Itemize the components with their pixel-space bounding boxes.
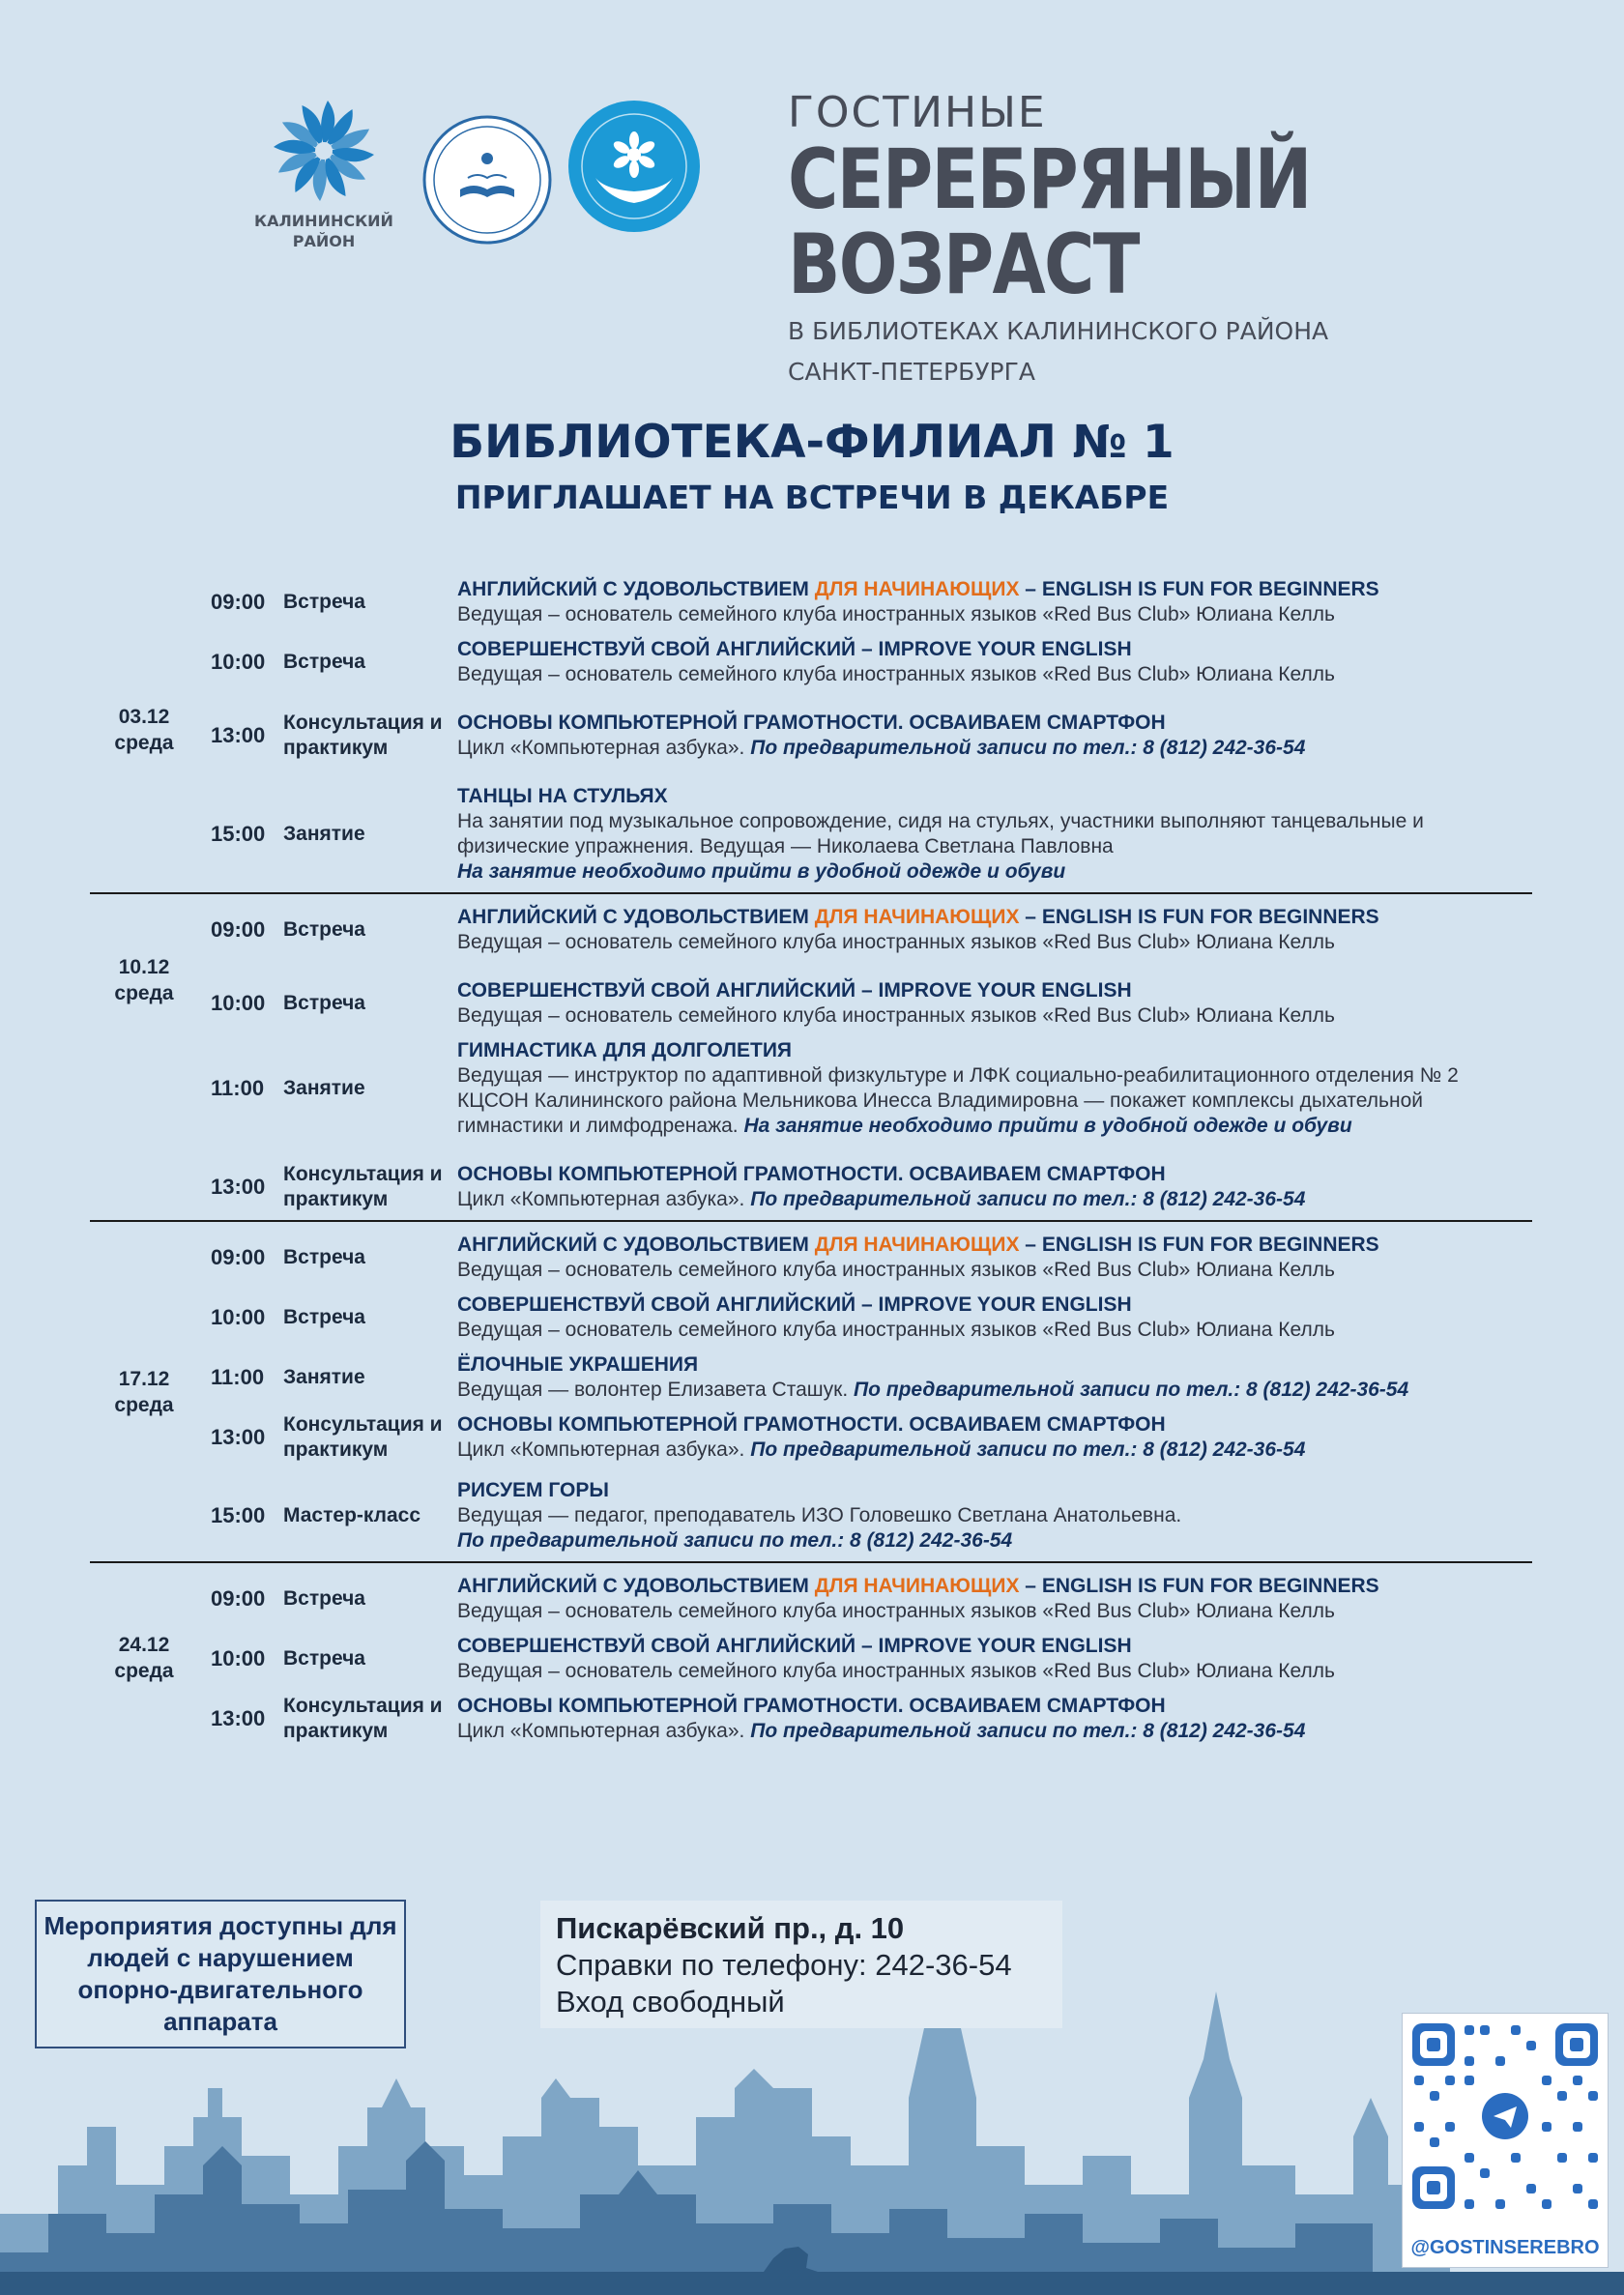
day-date: 24.12 [118, 1633, 170, 1656]
event-title: РИСУЕМ ГОРЫ [457, 1479, 609, 1501]
event-description-text: Ведущая — волонтер Елизавета Сташук. [457, 1379, 854, 1401]
event-description: Ведущая – основатель семейного клуба иностранных языков «Red Bus Club» Юлиана Келль [457, 603, 1335, 625]
event-title: ТАНЦЫ НА СТУЛЬЯХ [457, 785, 668, 807]
page-title: БИБЛИОТЕКА-ФИЛИАЛ № 1 [450, 416, 1174, 469]
event-description [457, 1378, 1532, 1403]
event-details [457, 973, 1532, 1033]
event-row [90, 1473, 1532, 1558]
library-system-seal-icon [421, 114, 553, 246]
event-description [457, 1438, 1532, 1463]
event-row [90, 900, 1532, 960]
event-title: СОВЕРШЕНСТВУЙ СВОЙ АНГЛИЙСКИЙ – IMPROVE YOUR ENGLISH [457, 979, 1132, 1002]
event-description-text: Цикл «Компьютерная азбука». [457, 1720, 751, 1742]
event-title-highlight: ДЛЯ НАЧИНАЮЩИХ [814, 906, 1020, 928]
kalininsky-district-logo [253, 97, 394, 251]
event-note: По предварительной записи по тел.: 8 (812) 242-36-54 [750, 1720, 1306, 1742]
event-description: Ведущая – основатель семейного клуба иностранных языков «Red Bus Club» Юлиана Келль [457, 1319, 1335, 1341]
day-label [90, 1222, 198, 1561]
event-description [457, 1187, 1532, 1212]
event-title: ГИМНАСТИКА ДЛЯ ДОЛГОЛЕТИЯ [457, 1039, 793, 1061]
event-details [457, 1569, 1532, 1629]
event-time: 10:00 [211, 1305, 266, 1329]
event-row [90, 1348, 1532, 1408]
swirl-emblem-icon [270, 97, 378, 205]
event-type: Встреча [283, 651, 365, 673]
event-type: Встреча [283, 1647, 365, 1670]
event-details [457, 1348, 1532, 1408]
event-description: На занятии под музыкальное сопровождение, сидя на стульях, участники выполняют танцевальные и физические упражнения. Ведущая — Николаева Светлана Павловна [457, 810, 1424, 857]
event-row [90, 1228, 1532, 1288]
day-date: 17.12 [118, 1367, 170, 1390]
event-description: Ведущая – основатель семейного клуба иностранных языков «Red Bus Club» Юлиана Келль [457, 1660, 1335, 1682]
event-time: 13:00 [211, 1175, 266, 1199]
address: Пискарёвский пр., д. 10 [556, 1911, 905, 1945]
event-description: Ведущая — педагог, преподаватель ИЗО Головешко Светлана Анатольевна. [457, 1504, 1182, 1526]
event-time: 11:00 [211, 1365, 265, 1389]
event-description: Ведущая – основатель семейного клуба иностранных языков «Red Bus Club» Юлиана Келль [457, 1600, 1335, 1622]
event-type: Встреча [283, 918, 365, 941]
event-time: 10:00 [211, 650, 266, 674]
event-type: Встреча [283, 591, 365, 613]
event-details [457, 1228, 1532, 1288]
event-note: По предварительной записи по тел.: 8 (812) 242-36-54 [750, 737, 1306, 759]
day-label [90, 1563, 198, 1752]
event-time: 09:00 [211, 917, 266, 942]
event-row [90, 1157, 1532, 1217]
social-service-logo [566, 99, 702, 239]
event-type: Встреча [283, 1587, 365, 1610]
event-details [457, 1408, 1532, 1467]
event-details [457, 572, 1532, 632]
event-row [90, 706, 1532, 766]
day-weekday: среда [114, 1659, 174, 1682]
qr-code[interactable] [1402, 2013, 1609, 2268]
event-description: Ведущая – основатель семейного клуба иностранных языков «Red Bus Club» Юлиана Келль [457, 1259, 1335, 1281]
event-time: 09:00 [211, 1245, 266, 1269]
event-description-text: Цикл «Компьютерная азбука». [457, 1188, 751, 1210]
event-note: По предварительной записи по тел.: 8 (812) 242-36-54 [853, 1379, 1409, 1401]
event-time: 15:00 [211, 1503, 266, 1527]
event-title-suffix: – ENGLISH IS FUN FOR BEGINNERS [1019, 578, 1379, 600]
district-logo-text [253, 211, 394, 251]
event-time: 10:00 [211, 991, 266, 1015]
event-title [457, 1233, 1532, 1258]
event-time: 13:00 [211, 723, 266, 747]
event-title: ОСНОВЫ КОМПЬЮТЕРНОЙ ГРАМОТНОСТИ. ОСВАИВАЕМ СМАРТФОН [457, 1413, 1166, 1436]
event-title-text: АНГЛИЙСКИЙ С УДОВОЛЬСТВИЕМ [457, 1234, 815, 1256]
event-title-suffix: – ENGLISH IS FUN FOR BEGINNERS [1019, 1234, 1379, 1256]
event-title-suffix: – ENGLISH IS FUN FOR BEGINNERS [1019, 1575, 1379, 1597]
accessibility-note: Мероприятия доступны для людей с нарушением опорно-двигательного аппарата [35, 1900, 406, 2048]
event-description [457, 1063, 1532, 1139]
address-box [540, 1901, 1062, 2028]
event-row [90, 1569, 1532, 1629]
event-time: 13:00 [211, 1425, 266, 1449]
event-title-highlight: ДЛЯ НАЧИНАЮЩИХ [814, 1575, 1020, 1597]
event-type: Консультация и практикум [283, 1413, 443, 1461]
day-label [90, 894, 198, 1065]
brand-line5: САНКТ-ПЕТЕРБУРГА [788, 358, 1035, 386]
event-title: СОВЕРШЕНСТВУЙ СВОЙ АНГЛИЙСКИЙ – IMPROVE YOUR ENGLISH [457, 1293, 1132, 1316]
event-title-text: АНГЛИЙСКИЙ С УДОВОЛЬСТВИЕМ [457, 1575, 815, 1597]
brand-line4: В БИБЛИОТЕКАХ КАЛИНИНСКОГО РАЙОНА [788, 317, 1329, 345]
event-title-highlight: ДЛЯ НАЧИНАЮЩИХ [814, 1234, 1020, 1256]
event-type: Встреча [283, 992, 365, 1014]
event-note: На занятие необходимо прийти в удобной одежде и обуви [457, 860, 1066, 883]
event-details [457, 779, 1532, 889]
event-time: 15:00 [211, 822, 266, 846]
event-row [90, 1033, 1532, 1144]
entry-info: Вход свободный [556, 1985, 785, 2019]
brand-wordmark [788, 89, 1418, 389]
event-note: По предварительной записи по тел.: 8 (812) 242-36-54 [750, 1188, 1306, 1210]
event-details [457, 1629, 1532, 1689]
event-title: СОВЕРШЕНСТВУЙ СВОЙ АНГЛИЙСКИЙ – IMPROVE YOUR ENGLISH [457, 1635, 1132, 1657]
phone-info: Справки по телефону: 242-36-54 [556, 1948, 1012, 1982]
event-title: ОСНОВЫ КОМПЬЮТЕРНОЙ ГРАМОТНОСТИ. ОСВАИВАЕМ СМАРТФОН [457, 712, 1166, 734]
day-block [90, 566, 1532, 894]
event-row [90, 1629, 1532, 1689]
day-label [90, 566, 198, 892]
event-type: Встреча [283, 1306, 365, 1328]
event-row [90, 973, 1532, 1033]
event-details [457, 632, 1532, 692]
qr-code-icon [1403, 2014, 1608, 2219]
event-details [457, 900, 1532, 960]
event-details [457, 1689, 1532, 1749]
event-details [457, 706, 1532, 766]
event-description-text: Цикл «Компьютерная азбука». [457, 1438, 751, 1461]
event-time: 10:00 [211, 1646, 266, 1670]
event-type: Консультация и практикум [283, 1163, 443, 1210]
event-title [457, 905, 1532, 930]
day-weekday: среда [114, 731, 174, 754]
schedule-table [90, 566, 1532, 1752]
event-row [90, 572, 1532, 632]
event-time: 11:00 [211, 1076, 265, 1100]
day-block [90, 894, 1532, 1222]
event-row [90, 1408, 1532, 1467]
event-title-text: АНГЛИЙСКИЙ С УДОВОЛЬСТВИЕМ [457, 578, 815, 600]
event-type: Консультация и практикум [283, 712, 443, 759]
day-weekday: среда [114, 1393, 174, 1416]
event-type: Мастер-класс [283, 1504, 421, 1526]
event-type: Занятие [283, 1077, 365, 1099]
day-block [90, 1222, 1532, 1563]
event-time: 09:00 [211, 590, 266, 614]
event-description-text: Ведущая — инструктор по адаптивной физкультуре и ЛФК социально-реабилитационного отделения № 2 КЦСОН Калининского района Мельникова Инесса Владимировна — покажет комплексы дыхательной гимнастики и лимфодренажа. [457, 1064, 1459, 1137]
district-logo-line1: КАЛИНИНСКИЙ [254, 212, 393, 230]
event-title-suffix: – ENGLISH IS FUN FOR BEGINNERS [1019, 906, 1379, 928]
day-date: 10.12 [118, 955, 170, 978]
day-date: 03.12 [118, 705, 170, 728]
page-subtitle: ПРИГЛАШАЕТ НА ВСТРЕЧИ В ДЕКАБРЕ [454, 479, 1170, 516]
event-details [457, 1033, 1532, 1144]
district-logo-line2: РАЙОН [292, 232, 356, 250]
event-note: По предварительной записи по тел.: 8 (812) 242-36-54 [750, 1438, 1306, 1461]
event-title: ОСНОВЫ КОМПЬЮТЕРНОЙ ГРАМОТНОСТИ. ОСВАИВАЕМ СМАРТФОН [457, 1695, 1166, 1717]
event-type: Занятие [283, 1366, 365, 1388]
event-time: 09:00 [211, 1586, 266, 1611]
social-handle: @GOSTINSEREBRO [1410, 2237, 1600, 2258]
event-row [90, 1689, 1532, 1749]
event-details [457, 1288, 1532, 1348]
event-description: Ведущая – основатель семейного клуба иностранных языков «Red Bus Club» Юлиана Келль [457, 931, 1335, 953]
event-note: По предварительной записи по тел.: 8 (812) 242-36-54 [457, 1529, 1013, 1552]
event-title: СОВЕРШЕНСТВУЙ СВОЙ АНГЛИЙСКИЙ – IMPROVE YOUR ENGLISH [457, 638, 1132, 660]
library-system-logo [421, 114, 553, 250]
event-title: ОСНОВЫ КОМПЬЮТЕРНОЙ ГРАМОТНОСТИ. ОСВАИВАЕМ СМАРТФОН [457, 1163, 1166, 1185]
event-title-highlight: ДЛЯ НАЧИНАЮЩИХ [814, 578, 1020, 600]
event-title [457, 1574, 1532, 1599]
brand-line1: ГОСТИНЫЕ [788, 88, 1047, 137]
event-row [90, 779, 1532, 889]
event-time: 13:00 [211, 1706, 266, 1730]
event-description: Ведущая – основатель семейного клуба иностранных языков «Red Bus Club» Юлиана Келль [457, 663, 1335, 685]
event-details [457, 1157, 1532, 1217]
event-description [457, 1719, 1532, 1744]
event-description-text: Цикл «Компьютерная азбука». [457, 737, 751, 759]
event-note: На занятие необходимо прийти в удобной одежде и обуви [743, 1115, 1352, 1137]
brand-line2: СЕРЕБРЯНЫЙ [788, 131, 1311, 228]
event-details [457, 1473, 1532, 1558]
brand-line3: ВОЗРАСТ [788, 217, 1139, 313]
day-block [90, 1563, 1532, 1752]
event-title-text: АНГЛИЙСКИЙ С УДОВОЛЬСТВИЕМ [457, 906, 815, 928]
event-type: Занятие [283, 823, 365, 845]
event-type: Встреча [283, 1246, 365, 1268]
event-description [457, 736, 1532, 761]
event-type: Консультация и практикум [283, 1695, 443, 1742]
event-row [90, 1288, 1532, 1348]
day-weekday: среда [114, 981, 174, 1004]
event-description: Ведущая – основатель семейного клуба иностранных языков «Red Bus Club» Юлиана Келль [457, 1004, 1335, 1027]
hands-emblem-icon [566, 99, 702, 234]
event-title: ЁЛОЧНЫЕ УКРАШЕНИЯ [457, 1353, 699, 1376]
event-row [90, 632, 1532, 692]
event-title [457, 577, 1532, 602]
